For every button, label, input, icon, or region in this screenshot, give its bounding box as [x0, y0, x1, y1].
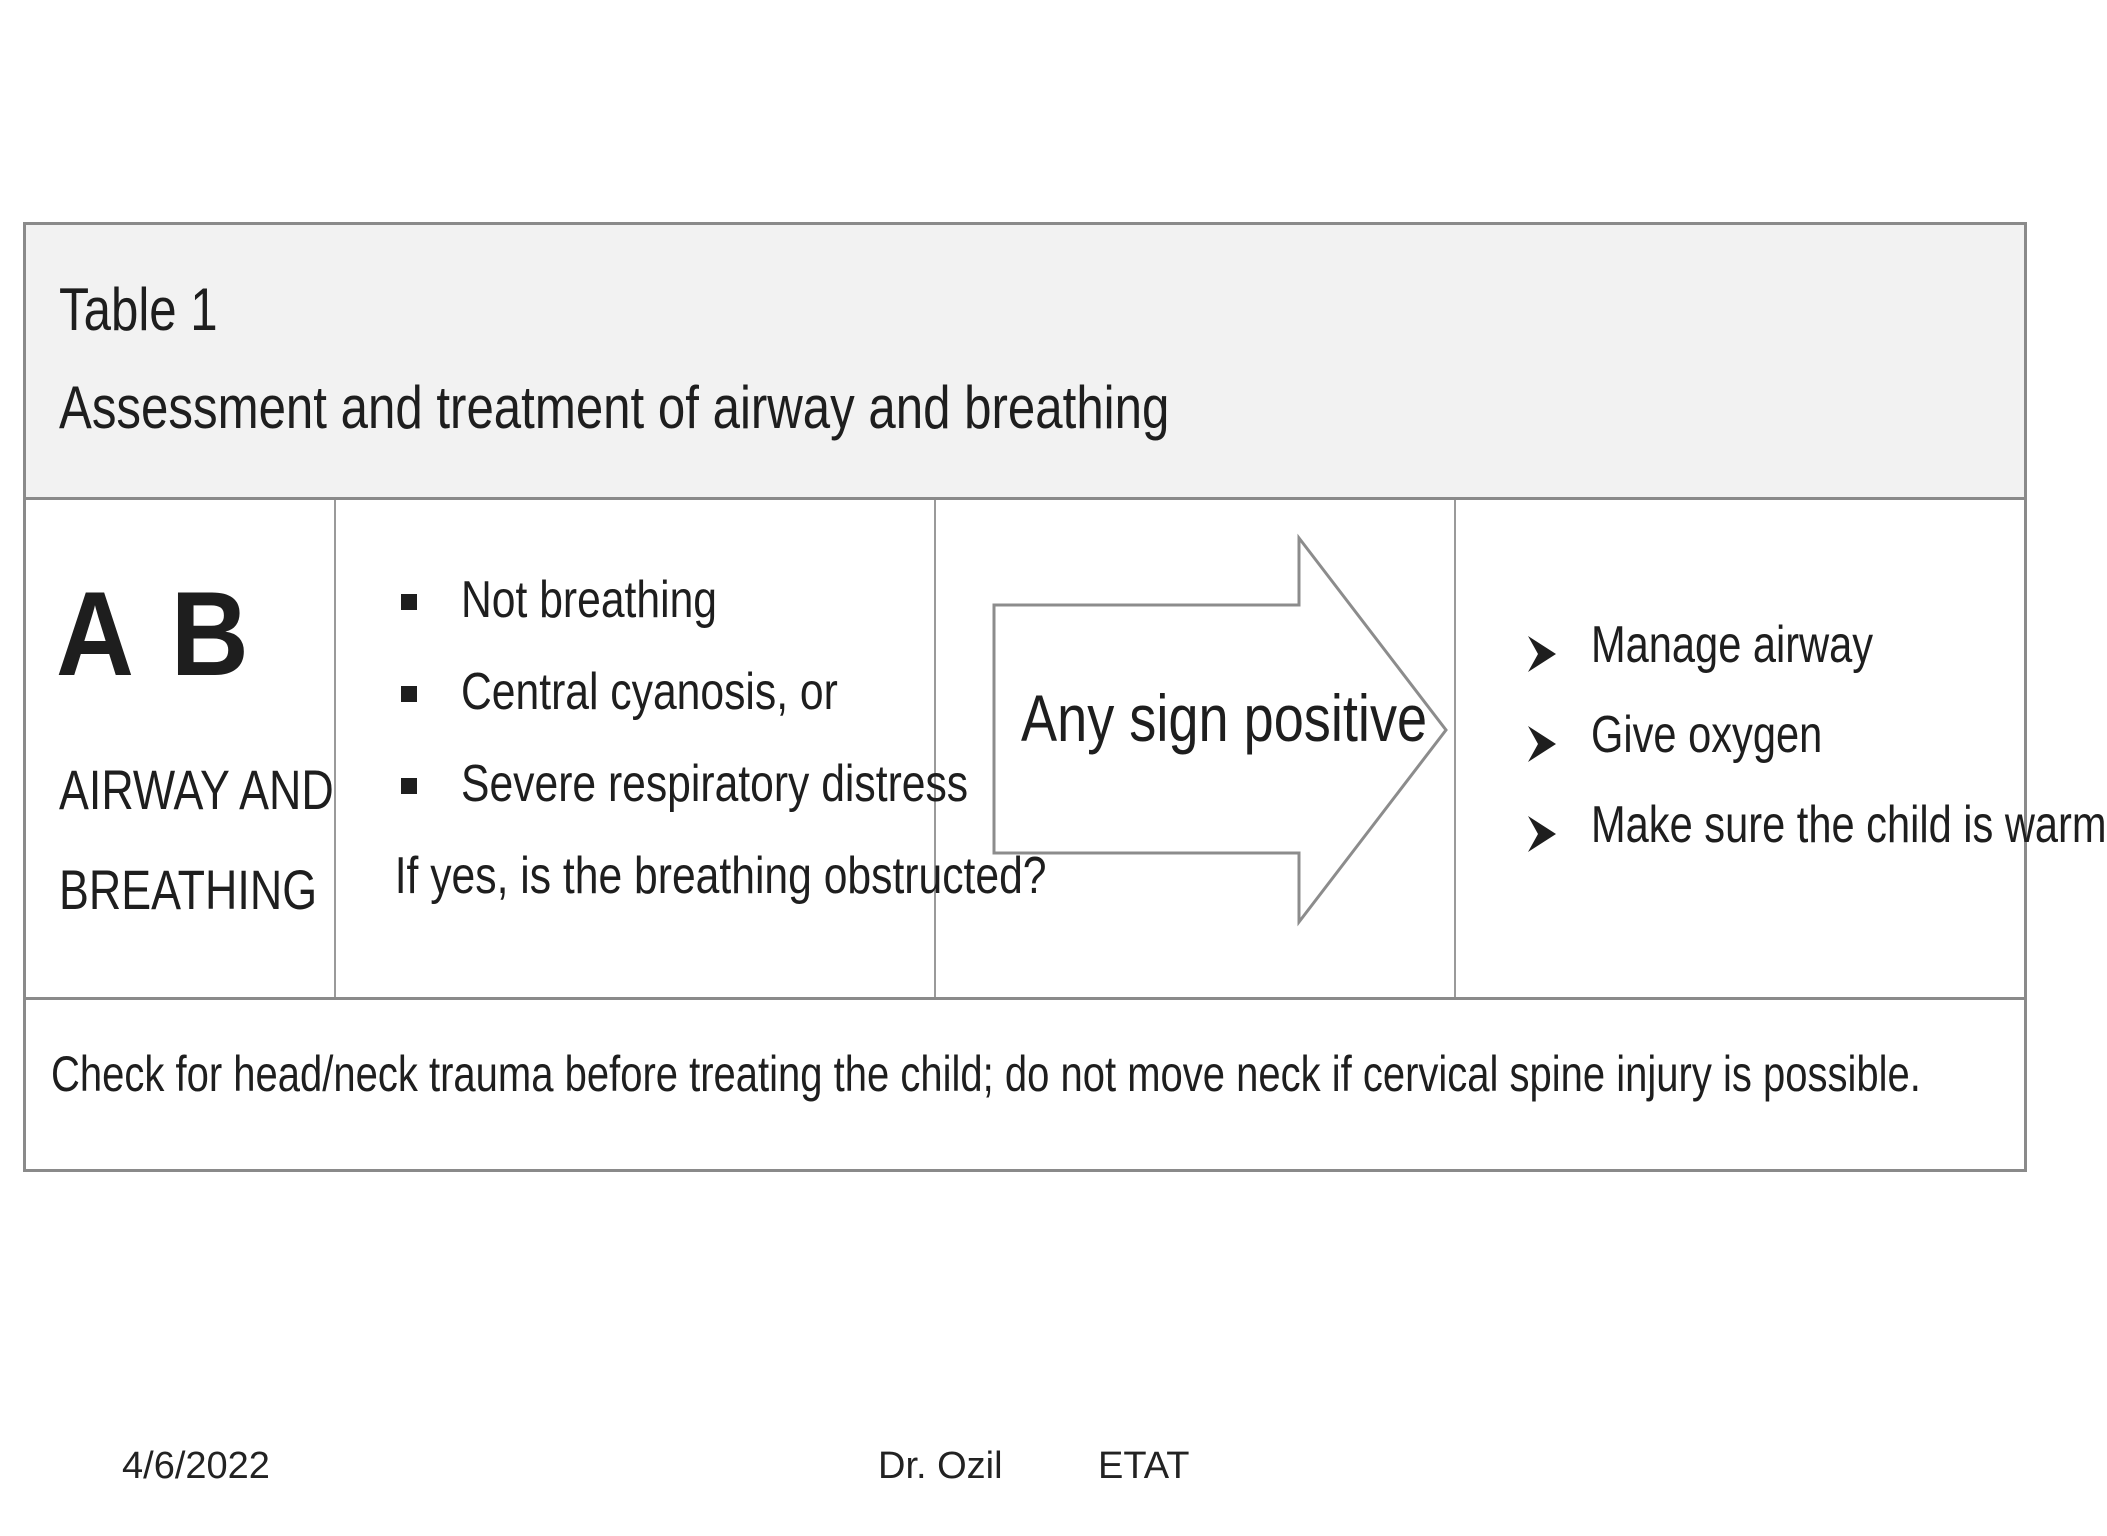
action-text: Make sure the child is warm [1591, 796, 2107, 854]
action-text: Give oxygen [1591, 706, 1823, 764]
category-name: AIRWAY AND BREATHING [59, 758, 334, 921]
square-bullet-icon [401, 594, 417, 610]
table-caption: Assessment and treatment of airway and breathing [59, 374, 1170, 441]
footer-author: Dr. Ozil [878, 1445, 1003, 1487]
column-divider [1454, 500, 1456, 997]
square-bullet-icon [401, 686, 417, 702]
sign-text: Not breathing [461, 571, 718, 629]
signs-list [366, 570, 1047, 906]
arrowhead-bullet-icon [1526, 717, 1558, 777]
arrow-label: Any sign positive [1021, 681, 1428, 755]
actions-list [1506, 615, 2107, 885]
arrowhead-bullet-icon [1526, 807, 1558, 867]
category-code: A B [56, 567, 255, 701]
obstruction-question: If yes, is the breathing obstructed? [394, 847, 1047, 905]
list-item [1506, 795, 2107, 885]
flow-arrow [991, 535, 1451, 925]
list-item [366, 662, 1006, 754]
table-label: Table 1 [59, 276, 218, 343]
action-text: Manage airway [1591, 616, 1874, 674]
assessment-table [23, 222, 2107, 1172]
sign-text: Central cyanosis, or [461, 663, 838, 721]
footer-date: 4/6/2022 [122, 1445, 270, 1487]
table-footnote: Check for head/neck trauma before treating the child; do not move neck if cervical spine injury is possible. [51, 1046, 1921, 1102]
list-item [366, 754, 1006, 846]
list-item [1506, 705, 2026, 795]
footer-topic: ETAT [1098, 1445, 1190, 1487]
sign-text: Severe respiratory distress [461, 755, 969, 813]
list-item [1506, 615, 2026, 705]
arrowhead-bullet-icon [1526, 627, 1558, 687]
table-header [26, 225, 2024, 500]
airway-breathing-row [26, 500, 2107, 1000]
list-item [366, 570, 1006, 662]
square-bullet-icon [401, 778, 417, 794]
